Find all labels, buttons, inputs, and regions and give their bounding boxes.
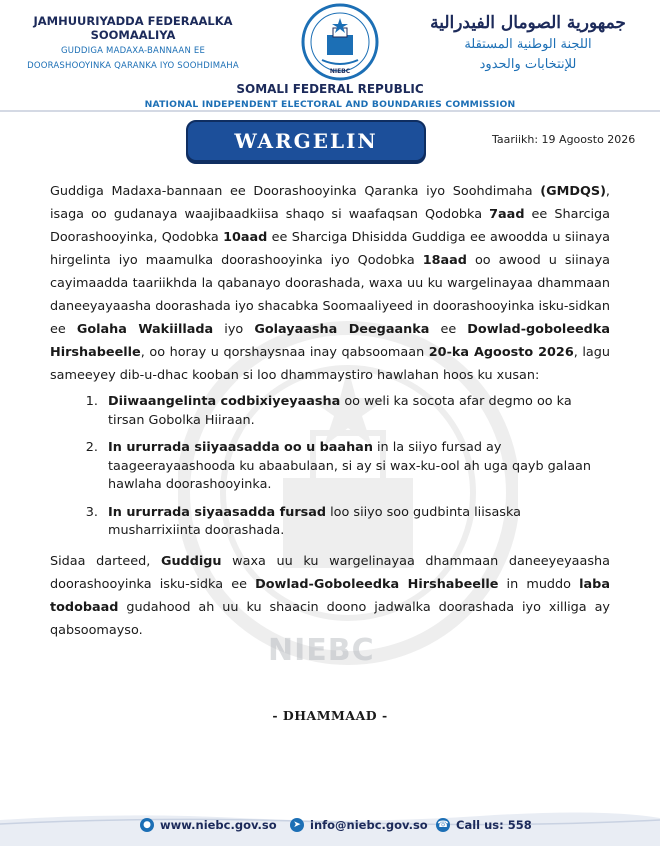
watermark-text: NIEBC xyxy=(268,633,375,668)
email-text: info@niebc.gov.so xyxy=(310,818,428,832)
footer-website[interactable] xyxy=(140,818,277,832)
list-item: 3. In ururrada siyaasadda fursad loo siiyo soo gudbinta liisaska musharrixiinta doorashada. xyxy=(102,504,610,541)
header-arabic-line3: للإنتخابات والحدود xyxy=(479,57,577,72)
header-arabic-line2: اللجنة الوطنية المستقلة xyxy=(464,37,592,52)
notice-body xyxy=(50,180,610,642)
website-text: www.niebc.gov.so xyxy=(160,818,277,832)
list-item: 1. Diiwaangelinta codbixiyeyaasha oo weli ka socota afar degmo oo ka tirsan Gobolka Hiiraan. xyxy=(102,393,610,430)
header-somali-line4: DOORASHOOYINKA QARANKA IYO SOOHDIMAHA xyxy=(27,61,239,71)
header-somali-line1: JAMHUURIYADDA FEDERAALKA xyxy=(33,14,233,28)
header-somali-line3: GUDDIGA MADAXA-BANNAAN EE xyxy=(60,46,206,56)
task-list xyxy=(50,393,610,541)
logo-text: NIEBC xyxy=(329,68,351,75)
header-arabic-line1: جمهورية الصومال الفيدرالية xyxy=(430,13,626,33)
footer-phone[interactable] xyxy=(436,818,532,832)
list-item: 2. In ururrada siiyaasadda oo u baahan in la siiyo fursad ay taageerayaashooda ku abaabulaan, si ay si wax-ku-ool ah uga qayb galaan hawlaha doorashooyinka. xyxy=(102,439,610,495)
footer xyxy=(0,808,660,846)
phone-text: Call us: 558 xyxy=(456,818,532,832)
intro-paragraph: Guddiga Madaxa-bannaan ee Doorashooyinka Qaranka iyo Soohdimaha (GMDQS), isaga oo gudanaya waajibaadkiisa shaqo si waafaqsan Qodobka 7aad ee Sharciga Doorashooyinka, Qodobka 10aad ee Sharciga Dhisidda Guddiga ee awoodda u siinaya hirgelinta iyo maamulka doorashooyinka iyo Qodobka 18aad oo awood u siinaya cayimaadda taariikhda la qabanayo doorashada, waxa uu ku wargelinayaa dhammaan daneeyayaasha doorashada iyo shacabka Soomaaliyeed in doorashooyinka isku-sidkan ee Golaha Wakiillada iyo Golayaasha Deegaanka ee Dowlad-goboleedka Hirshabeelle, oo horay u qorshaysnaa inay qabsoomaan 20-ka Agoosto 2026, lagu sameeyey dib-u-dhac kooban si loo dhammaystiro hawlahan hoos ku xusan: xyxy=(50,184,610,383)
title-banner xyxy=(186,120,426,162)
closing-mark: - DHAMMAAD - xyxy=(272,708,388,723)
date-label: Taariikh: 19 Agoosto 2026 xyxy=(492,133,636,146)
niebc-seal-logo xyxy=(300,2,380,82)
page-title: WARGELIN xyxy=(234,129,378,153)
conclusion-paragraph: Sidaa darteed, Guddigu waxa uu ku wargelinayaa dhammaan daneeyeyaasha doorashooyinka isku-sidka ee Dowlad-Goboleedka Hirshabeelle in muddo laba todobaad gudahood ah uu ku shaacin doono jadwalka doorashada iyo xilliga ay qabsoomayso. xyxy=(50,553,610,638)
telegram-icon: ➤ xyxy=(290,818,304,832)
footer-email[interactable] xyxy=(290,818,428,832)
globe-icon: ● xyxy=(140,818,154,832)
header-divider xyxy=(0,110,660,112)
header-somali xyxy=(8,14,258,72)
header-somali-line2: SOOMAALIYA xyxy=(90,28,176,42)
republic-heading xyxy=(0,82,660,110)
phone-icon: ☎ xyxy=(437,820,449,830)
header-arabic xyxy=(408,12,648,74)
commission-name: NATIONAL INDEPENDENT ELECTORAL AND BOUNDARIES COMMISSION xyxy=(144,99,516,110)
republic-name: SOMALI FEDERAL REPUBLIC xyxy=(236,82,424,96)
